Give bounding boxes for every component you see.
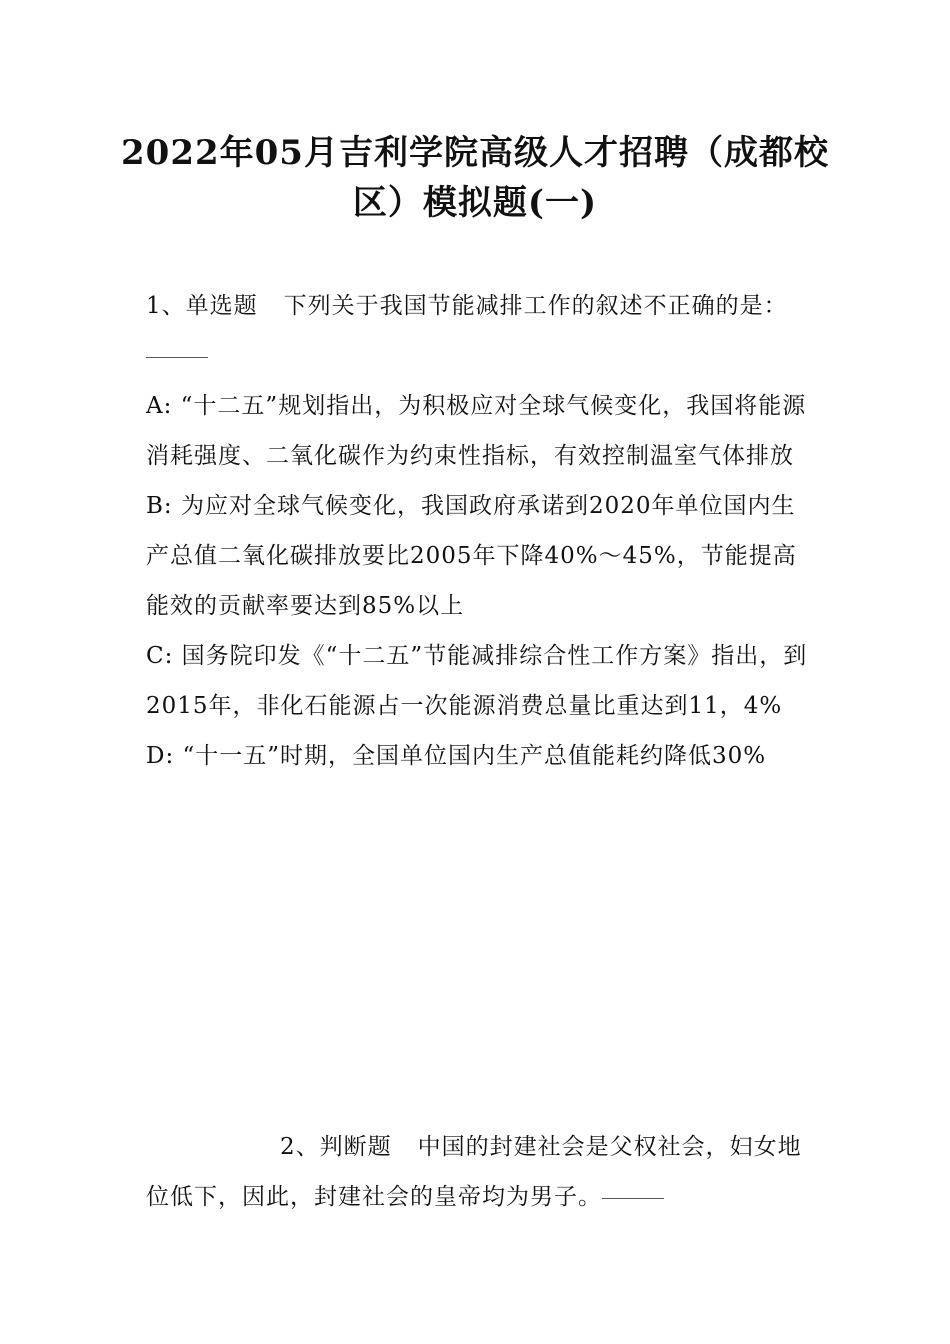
question-1-stem: 下列关于我国节能减排工作的叙述不正确的是： (283, 293, 788, 319)
option-d[interactable] (146, 731, 810, 781)
question-1-answer-blank[interactable] (146, 331, 810, 381)
option-c-label: C: (146, 643, 174, 669)
answer-blank-line (146, 356, 208, 358)
question-1-stem-line (146, 281, 810, 331)
option-c-text: 国务院印发《“十二五”节能减排综合性工作方案》指出，到2015年，非化石能源占一次能源消费总量比重达到11，4% (146, 643, 808, 719)
option-a[interactable] (146, 381, 810, 481)
document-title: 2022年05月吉利学院高级人才招聘（成都校区）模拟题(一) (121, 133, 829, 223)
option-b-text: 为应对全球气候变化，我国政府承诺到2020年单位国内生产总值二氧化碳排放要比2005年下降40%～45%，节能提高能效的贡献率要达到85%以上 (146, 493, 797, 619)
question-2-stem: 中国的封建社会是父权社会，妇女地位低下，因此，封建社会的皇帝均为男子。 (146, 1134, 802, 1210)
question-2 (146, 1122, 810, 1222)
option-c[interactable] (146, 631, 810, 731)
option-d-text: “十一五”时期，全国单位国内生产总值能耗约降低30% (182, 743, 767, 769)
option-a-text: “十二五”规划指出，为积极应对全球气候变化，我国将能源消耗强度、二氧化碳作为约束性指标，有效控制温室气体排放 (146, 393, 807, 469)
option-d-label: D: (146, 743, 175, 769)
question-2-answer-blank[interactable] (602, 1197, 664, 1199)
question-2-number: 2、判断题 (280, 1134, 392, 1160)
question-1-number: 1、单选题 (146, 293, 258, 319)
option-b-label: B: (146, 493, 173, 519)
option-b[interactable] (146, 481, 810, 631)
option-a-label: A: (146, 393, 173, 419)
question-1 (146, 281, 810, 781)
